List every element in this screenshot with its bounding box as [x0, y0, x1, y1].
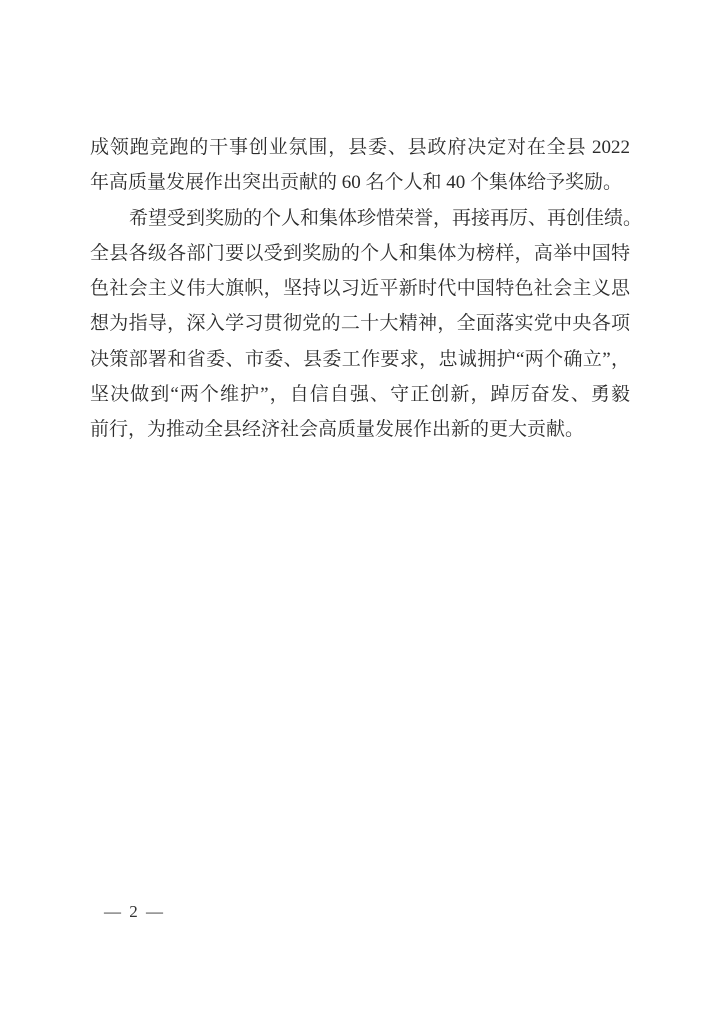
text-line: 坚决做到“两个维护”，自信自强、守正创新，踔厉奋发、勇毅	[90, 384, 630, 406]
document-body	[90, 130, 643, 448]
text-line: 决策部署和省委、市委、县委工作要求，忠诚拥护“两个确立”，	[90, 348, 630, 370]
text-line: 色社会主义伟大旗帜，坚持以习近平新时代中国特色社会主义思	[90, 278, 630, 300]
text-line: 想为指导，深入学习贯彻党的二十大精神，全面落实党中央各项	[90, 313, 630, 335]
text-line: 年高质量发展作出突出贡献的 60 名个人和 40 个集体给予奖励。	[90, 172, 623, 194]
text-line: 成领跑竞跑的干事创业氛围，县委、县政府决定对在全县 2022	[90, 137, 630, 158]
text-line: 希望受到奖励的个人和集体珍惜荣誉，再接再厉、再创佳绩。	[129, 207, 643, 229]
text-line: 全县各级各部门要以受到奖励的个人和集体为榜样，高举中国特	[90, 242, 630, 264]
text-line: 前行，为推动全县经济社会高质量发展作出新的更大贡献。	[90, 419, 585, 441]
page-number: — 2 —	[104, 902, 165, 921]
